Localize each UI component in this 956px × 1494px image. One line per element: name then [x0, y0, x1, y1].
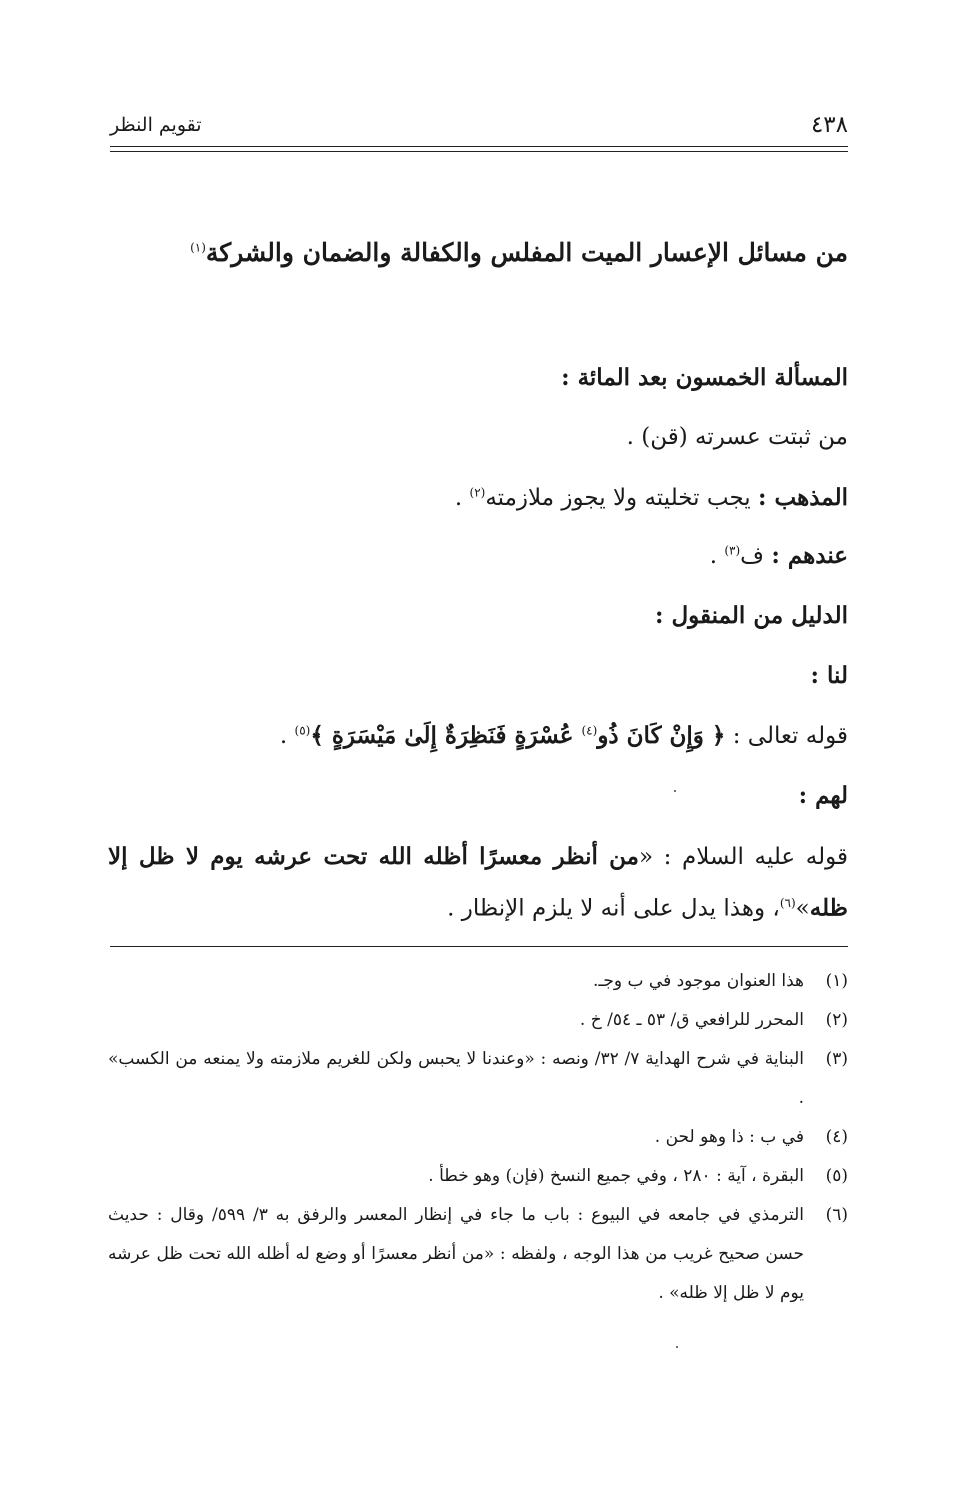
footnote-text: الترمذي في جامعه في البيوع : باب ما جاء في إنظار المعسر والرفق به ٣/ ٥٩٩/ وقال : حديث حسن صحيح غريب من هذا الوجه ، ولفظه : «من أنظر معسرًا أو وضع له أظله الله تحت ظل عرشه يوم لا ظل إلا ظله» .: [108, 1205, 804, 1303]
chapter-title: من مسائل الإعسار الميت المفلس والكفالة والضمان والشركة$^{(١)}$: [190, 238, 848, 267]
evidence-heading: الدليل من المنقول :: [654, 602, 848, 629]
their-label: لهم :: [798, 782, 848, 809]
footnote: [108, 1196, 848, 1313]
footnote: [108, 962, 848, 1001]
running-title: تقويم النظر: [110, 114, 202, 136]
hadith-paragraph: قوله عليه السلام : «من أنظر معسرًا أظله الله تحت عرشه يوم لا ظل إلا ظله»$^{(٦)}$، وهذا يدل على أنه لا يلزم الإنظار .: [108, 843, 848, 922]
footnote-ref: (٦): [779, 896, 796, 910]
madhhab-line: المذهب : يجب تخليته ولا يجوز ملازمته$^{(٢)}$ .: [454, 484, 848, 511]
footnote: [108, 1040, 848, 1118]
ink-speck: [676, 1346, 678, 1348]
footnote-text: في ب : ذا وهو لحن .: [654, 1127, 804, 1147]
footnote-text: المحرر للرافعي ق/ ٥٣ ـ ٥٤/ خ .: [579, 1010, 804, 1030]
ours-label: لنا :: [810, 662, 848, 689]
footnote-number: (٦): [825, 1205, 848, 1225]
header-rule-bottom: [110, 151, 848, 152]
footnote-number: (٣): [825, 1049, 848, 1069]
issue-statement: من ثبتت عسرته (قن) .: [626, 424, 848, 450]
footnote-ref: (٥): [294, 723, 311, 738]
footnote: [108, 1118, 848, 1157]
quran-verse: ﴿ وَإِنْ كَانَ ذُو: [597, 722, 726, 749]
footnote-text: هذا العنوان موجود في ب وجـ.: [592, 971, 804, 991]
madhhab-label: المذهب :: [758, 484, 848, 511]
ink-speck: [674, 790, 676, 792]
footnote: [108, 1001, 848, 1040]
theirs-label: عندهم :: [771, 542, 848, 569]
footnote-number: (٥): [825, 1166, 848, 1186]
hadith-text: من أنظر معسرًا أظله الله تحت عرشه يوم لا ظل إلا ظله: [108, 843, 848, 922]
footnote-ref: (٢): [469, 485, 486, 500]
footnote-ref: (١): [190, 240, 206, 255]
footnotes: [108, 962, 848, 1313]
footnote-rule: [110, 946, 848, 947]
running-head: [110, 112, 848, 148]
theirs-line: عندهم : ف$^{(٣)}$ .: [709, 542, 848, 569]
footnote-ref: (٤): [581, 723, 598, 738]
header-rule-top: [110, 146, 848, 147]
verse-line: قوله تعالى : ﴿ وَإِنْ كَانَ ذُو$^{(٤)}$ عُسْرَةٍ فَنَظِرَةٌ إِلَىٰ مَيْسَرَةٍ ﴾$^{(٥)}$ .: [279, 722, 848, 749]
issue-heading: المسألة الخمسون بعد المائة :: [561, 364, 848, 391]
footnote: [108, 1157, 848, 1196]
footnote-ref: (٣): [724, 543, 741, 558]
footnote-number: (١): [825, 971, 848, 991]
footnote-text: البناية في شرح الهداية ٧/ ٣٢/ ونصه : «وعندنا لا يحبس ولكن للغريم ملازمته ولا يمنعه من الكسب» .: [108, 1049, 804, 1108]
page-number: ٤٣٨: [810, 112, 848, 138]
footnote-number: (٤): [825, 1127, 848, 1147]
footnote-number: (٢): [825, 1010, 848, 1030]
footnote-text: البقرة ، آية : ٢٨٠ ، وفي جميع النسخ (فإن) وهو خطأ .: [428, 1166, 804, 1186]
